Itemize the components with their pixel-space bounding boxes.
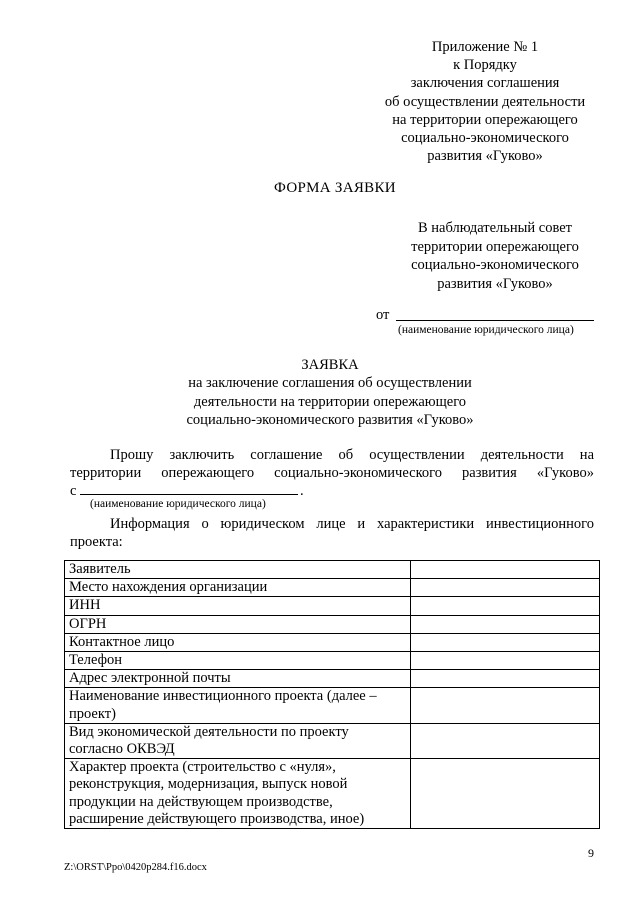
appendix-line: на территории опережающего: [392, 111, 578, 128]
table-value-cell[interactable]: [411, 670, 600, 688]
appendix-line: об осуществлении деятельности: [384, 93, 586, 110]
table-value-cell[interactable]: [411, 597, 600, 615]
table-value-cell[interactable]: [411, 615, 600, 633]
addressee-line: социально-экономического: [411, 257, 579, 274]
from-blank-field[interactable]: [396, 320, 594, 321]
request-line-1: Прошу заключить соглашение об осуществлении деятельности на: [110, 447, 594, 463]
table-label-line: расширение действующего производства, иное): [69, 810, 365, 827]
table-label: Заявитель: [65, 561, 411, 579]
table-row: [65, 670, 600, 688]
table-label-line: Характер проекта (строительство с «нуля»,: [69, 759, 336, 776]
addressee-line: развития «Гуково»: [437, 275, 553, 292]
request-line-2: территории опережающего социально-экономического развития «Гуково»: [70, 465, 594, 481]
table-row: [65, 633, 600, 651]
footer-file-path: Z:\ORST\Ppo\0420p284.f16.docx: [64, 862, 207, 873]
table-label-line: продукции на действующем производстве,: [69, 793, 333, 810]
table-label: Адрес электронной почты: [65, 670, 411, 688]
table-row: [65, 597, 600, 615]
appendix-line: развития «Гуково»: [427, 148, 543, 165]
addressee-line: территории опережающего: [411, 238, 579, 255]
table-label: [65, 688, 411, 723]
table-label-line: согласно ОКВЭД: [69, 741, 175, 758]
project-info-table: [64, 560, 600, 829]
table-row: [65, 723, 600, 758]
appendix-line: Приложение № 1: [431, 39, 539, 55]
from-prefix: от: [376, 307, 390, 323]
table-label: [65, 723, 411, 758]
table-value-cell[interactable]: [411, 561, 600, 579]
table-label: ОГРН: [65, 615, 411, 633]
table-label-line: Наименование инвестиционного проекта (далее –: [69, 688, 377, 705]
table-row: [65, 652, 600, 670]
appendix-line: социально-экономического: [401, 130, 569, 147]
form-title: ФОРМА ЗАЯВКИ: [274, 180, 396, 196]
application-title-line: ЗАЯВКА: [301, 357, 359, 373]
applicant-name-blank-field[interactable]: [80, 494, 298, 495]
table-label: Место нахождения организации: [65, 579, 411, 597]
table-row: [65, 688, 600, 723]
applicant-name-caption: (наименование юридического лица): [90, 498, 266, 510]
from-caption: (наименование юридического лица): [398, 324, 574, 336]
application-title: [150, 356, 510, 429]
table-label-line: реконструкция, модернизация, выпуск новой: [69, 776, 348, 793]
application-title-line: деятельности на территории опережающего: [193, 393, 467, 410]
appendix-line: заключения соглашения: [410, 75, 560, 92]
table-value-cell[interactable]: [411, 633, 600, 651]
table-label: [65, 759, 411, 829]
request-line-3-prefix: с: [70, 483, 77, 499]
info-line-2: проекта:: [70, 534, 123, 550]
appendix-header: [370, 38, 600, 165]
table-value-cell[interactable]: [411, 652, 600, 670]
addressee-line: В наблюдательный совет: [417, 220, 572, 236]
table-value-cell[interactable]: [411, 723, 600, 758]
table-value-cell[interactable]: [411, 579, 600, 597]
addressee-block: [395, 219, 595, 293]
page-number: 9: [588, 846, 594, 860]
table-row: [65, 561, 600, 579]
table-label-line: проект): [69, 705, 116, 722]
table-value-cell[interactable]: [411, 759, 600, 829]
table-label-line: Вид экономической деятельности по проекту: [69, 723, 349, 740]
info-line-1: Информация о юридическом лице и характеристики инвестиционного: [110, 516, 594, 532]
table-value-cell[interactable]: [411, 688, 600, 723]
application-title-line: социально-экономического развития «Гуково»: [186, 411, 474, 428]
appendix-line: к Порядку: [453, 57, 517, 74]
table-row: [65, 615, 600, 633]
table-label: Телефон: [65, 652, 411, 670]
table-label: Контактное лицо: [65, 633, 411, 651]
table-label: ИНН: [65, 597, 411, 615]
application-title-line: на заключение соглашения об осуществлении: [188, 375, 472, 392]
request-line-3-suffix: .: [300, 483, 304, 499]
table-row: [65, 579, 600, 597]
table-row: [65, 759, 600, 829]
